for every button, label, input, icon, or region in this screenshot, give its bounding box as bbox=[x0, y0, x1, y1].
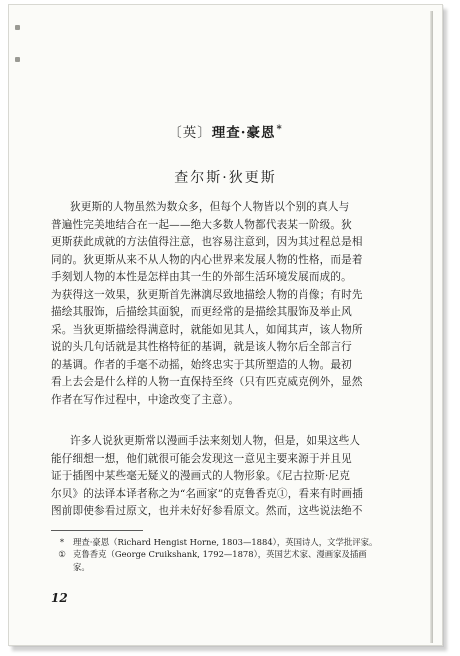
chapter-title bbox=[9, 121, 442, 141]
text-line: 图前即使参看过原文，也并未好好参看原文。然而，这些说法绝不 bbox=[51, 505, 363, 517]
footnote-divider bbox=[51, 530, 143, 531]
text-line: 许多人说狄更斯常以漫画手法来刻划人物，但是，如果这些人 bbox=[70, 435, 361, 447]
section-title: 查尔斯·狄更斯 bbox=[174, 170, 277, 186]
chapter-prefix: 〔英〕 bbox=[168, 125, 212, 141]
scan-mark bbox=[15, 57, 20, 62]
text-line: 的基调。作者的手毫不动摇，始终忠实于其所塑造的人物。最初 bbox=[51, 358, 352, 371]
text-line: 同的。狄更斯从来不从人物的内心世界来发展人物的性格，而是着 bbox=[51, 253, 363, 266]
footnote-text: 克鲁香克（George Cruikshank, 1792—1878），英国艺术家、漫画家及插画 bbox=[73, 549, 367, 560]
text-line: 能仔细想一想，他们就很可能会发现这一意见主要来源于并且见 bbox=[51, 452, 352, 465]
text-line: 采。当狄更斯描绘得满意时，就能如见其人，如闻其声，该人物所 bbox=[51, 323, 363, 336]
text-line: 说的头几句话就是其性格特征的基调，就是该人物尔后全部言行 bbox=[51, 341, 352, 353]
text-line: 为获得这一效果，狄更斯首先淋漓尽致地描绘人物的肖像；有时先 bbox=[51, 288, 363, 301]
footnote bbox=[51, 536, 421, 548]
footnotes bbox=[51, 536, 421, 573]
text-line: 看上去会是什么样的人物一直保持至终（只有匹克威克例外，显然 bbox=[51, 376, 363, 388]
footnote-text: 理查·豪恩（Richard Hengist Horne, 1803—1884），英国诗人，文学批评家。 bbox=[73, 537, 378, 547]
footnote bbox=[51, 548, 421, 560]
book-page bbox=[8, 4, 443, 646]
text-line: 手刻划人物的本性是怎样由其一生的外部生活环境发展而成的。 bbox=[51, 271, 352, 283]
footnote-continuation: 家。 bbox=[73, 561, 90, 572]
author-footnote-marker: * bbox=[276, 124, 283, 135]
text-line: 证于插图中某些毫无疑义的漫画式的人物形象。《尼古拉斯·尼克 bbox=[51, 470, 351, 482]
paragraph-2 bbox=[51, 433, 419, 521]
scan-mark bbox=[15, 25, 20, 30]
text-line: 狄更斯的人物虽然为数众多，但每个人物皆以个别的真人与 bbox=[70, 201, 350, 213]
footnote-marker: ① bbox=[58, 549, 66, 560]
text-line: 描绘其服饰，后描绘其面貌，而更经常的是描绘其服饰及举止风 bbox=[51, 306, 352, 318]
text-line: 普遍性完美地结合在一起——绝大多数人物都代表某一阶级。狄 bbox=[51, 218, 352, 231]
text-line: 更斯获此成就的方法值得注意，也容易注意到，因为其过程总是相 bbox=[51, 236, 363, 248]
page-edge-shadow bbox=[430, 11, 433, 643]
footnote-marker: * bbox=[59, 537, 65, 547]
text-line: 尔贝》的法译本译者称之为“名画家”的克鲁香克①，看来有时画插 bbox=[51, 487, 363, 500]
chapter-author: 理查·豪恩 bbox=[211, 125, 276, 141]
paragraph-1 bbox=[51, 199, 419, 409]
page-number: 12 bbox=[51, 591, 68, 605]
text-line: 作者在写作过程中，中途改变了主意）。 bbox=[51, 393, 240, 406]
